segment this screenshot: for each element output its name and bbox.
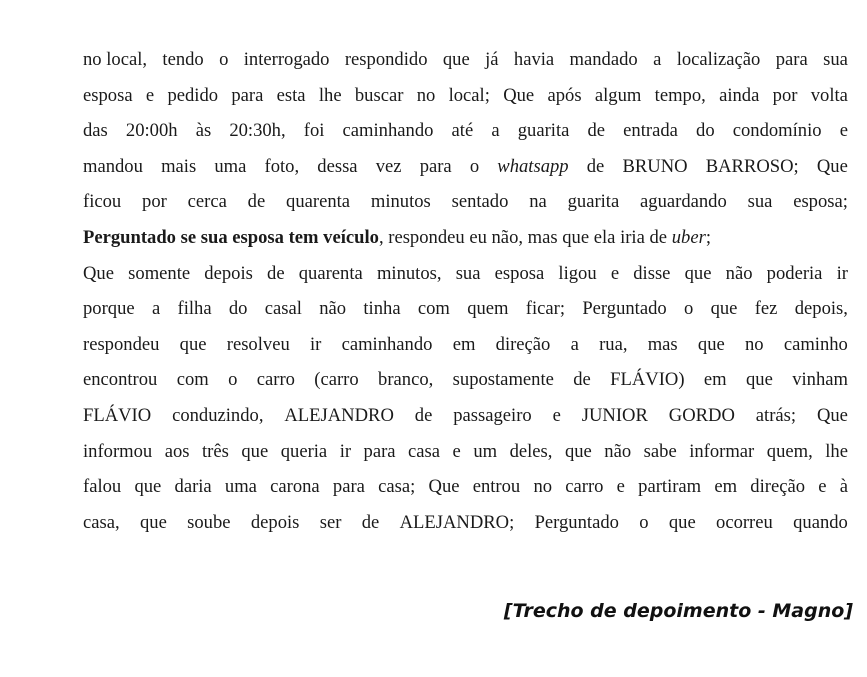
word: havia [513, 49, 555, 70]
word: não [725, 262, 753, 284]
word: o [228, 369, 238, 391]
word: direção [750, 476, 806, 498]
word: tempo, [654, 84, 706, 106]
word: esta [276, 84, 306, 106]
word: esposa [83, 84, 133, 106]
word: rua, [599, 333, 628, 355]
word: respondido [344, 49, 428, 70]
word: quarenta [298, 262, 363, 284]
word: ocorreu [716, 511, 773, 533]
text-line [83, 434, 848, 470]
word: que [134, 476, 162, 498]
word: quem [467, 298, 509, 320]
word: poderia [766, 262, 823, 284]
word: não [604, 440, 632, 462]
word: em [714, 476, 738, 498]
word: foto, [264, 155, 300, 177]
word: cerca [187, 191, 227, 213]
word: das [83, 120, 108, 142]
word: para [419, 155, 452, 177]
word: mandado [569, 49, 638, 70]
word: carona [270, 476, 320, 498]
word: no local, [83, 49, 148, 70]
word: branco, [378, 369, 434, 391]
word: após [547, 84, 582, 106]
word: informou [83, 440, 153, 462]
word: sentado [451, 191, 509, 213]
word: a [653, 49, 662, 70]
word: informar [689, 440, 755, 462]
word: ligou [558, 262, 597, 284]
word: e [839, 120, 848, 142]
word: não [319, 298, 347, 320]
word: ALEJANDRO [284, 404, 394, 426]
text-line [83, 291, 848, 327]
word: com [417, 298, 450, 320]
text-line [83, 220, 848, 256]
word: um [473, 440, 498, 462]
word: GORDO [668, 404, 735, 426]
word: deles, [509, 440, 553, 462]
word: para [332, 476, 365, 498]
word: e [610, 262, 620, 284]
word: que [442, 49, 470, 70]
word: casa, [83, 511, 120, 533]
word: fez [754, 298, 778, 320]
word: resolveu [226, 333, 290, 355]
word: e [552, 404, 561, 426]
word: mais [161, 155, 197, 177]
text-line [83, 327, 848, 363]
word: Que [503, 84, 535, 106]
word: casa [408, 440, 441, 462]
word: Perguntado [582, 298, 667, 320]
word: Perguntado [534, 511, 619, 533]
word: já [485, 49, 499, 70]
word: de [586, 155, 605, 177]
word: três [202, 440, 229, 462]
text-line [83, 469, 848, 505]
word: condomínio [732, 120, 822, 142]
word: no [416, 84, 436, 106]
word: caminhando [342, 120, 434, 142]
word: JUNIOR [581, 404, 648, 426]
word: esposa [494, 262, 545, 284]
word: a [570, 333, 579, 355]
word: Que [83, 262, 114, 284]
word: tendo [162, 49, 204, 70]
word: minutos [370, 191, 431, 213]
word: o [469, 155, 480, 177]
word: de [247, 191, 266, 213]
word: conduzindo, [172, 404, 264, 426]
word: o [683, 298, 694, 320]
word: ficou [83, 191, 122, 213]
word: a [491, 120, 500, 142]
word: tinha [363, 298, 401, 320]
word: somente [128, 262, 191, 284]
word: volta [810, 84, 848, 106]
word: supostamente [452, 369, 554, 391]
word: por [772, 84, 798, 106]
word: partiram [638, 476, 702, 498]
word: uma [214, 155, 247, 177]
word: até [451, 120, 474, 142]
word: e [145, 84, 155, 106]
word: depois, [794, 298, 848, 320]
word: aguardando [640, 191, 727, 213]
word: daria [174, 476, 212, 498]
text-line [83, 184, 848, 220]
word: que [179, 333, 207, 355]
word: quarenta [286, 191, 351, 213]
word: que [241, 440, 269, 462]
text-segment: , respondeu eu não, mas que ela iria de [378, 226, 668, 248]
word: ir [836, 262, 848, 284]
text-line [83, 78, 848, 114]
word: de [361, 511, 380, 533]
word: uma [224, 476, 257, 498]
word: (carro [314, 369, 359, 391]
word: em [452, 333, 476, 355]
word: foi [303, 120, 325, 142]
word: que [684, 262, 712, 284]
word: por [142, 191, 167, 213]
word: depois [204, 262, 253, 284]
document-text [83, 42, 848, 540]
word: carro [256, 369, 295, 391]
word: dessa [317, 155, 358, 177]
word: respondeu [83, 333, 160, 355]
word: algum [594, 84, 642, 106]
text-line [83, 149, 848, 185]
word: ser [319, 511, 342, 533]
word: que [710, 298, 738, 320]
word: sua [823, 49, 848, 70]
word: 20:00h [125, 120, 178, 142]
word: porque [83, 298, 135, 320]
word: sabe [643, 440, 677, 462]
text-segment: ; [705, 226, 711, 248]
word: whatsapp [497, 155, 569, 177]
word: vinham [792, 369, 848, 391]
word: do [228, 298, 248, 320]
word: de [267, 262, 285, 284]
word: caminho [783, 333, 848, 355]
word: entrou [472, 476, 521, 498]
word: mandou [83, 155, 143, 177]
word: filha [177, 298, 212, 320]
word: passageiro [453, 404, 532, 426]
word: interrogado [243, 49, 330, 70]
word: quando [793, 511, 848, 533]
word: depois [250, 511, 300, 533]
word: local; [448, 84, 490, 106]
text-line [83, 113, 848, 149]
word: para [775, 49, 808, 70]
word: no [745, 333, 764, 355]
word: ir [309, 333, 322, 355]
word: Que [816, 155, 848, 177]
word: que [139, 511, 167, 533]
word: o [219, 49, 229, 70]
word: vez [375, 155, 402, 177]
word: BARROSO; [705, 155, 799, 177]
text-line [83, 42, 848, 78]
word: minutos, [376, 262, 442, 284]
word: quem, [766, 440, 813, 462]
word: FLÁVIO [83, 404, 152, 426]
word: guarita [517, 120, 570, 142]
word: queria [280, 440, 328, 462]
word: à [839, 476, 848, 498]
word: ainda [719, 84, 760, 106]
word: e [818, 476, 827, 498]
word: caminhando [341, 333, 433, 355]
word: do [696, 120, 715, 142]
word: carro [565, 476, 604, 498]
word: que [668, 511, 696, 533]
bold-question: Perguntado se sua esposa tem veículo [83, 226, 379, 248]
word: Que [428, 476, 460, 498]
word: esposa; [793, 191, 848, 213]
word: BRUNO [622, 155, 688, 177]
word: às [195, 120, 212, 142]
word: aos [164, 440, 190, 462]
text-line [83, 505, 848, 541]
word: ALEJANDRO; [399, 511, 515, 533]
word: atrás; [755, 404, 797, 426]
italic-term: uber [671, 226, 706, 248]
word: ficar; [525, 298, 566, 320]
text-line [83, 256, 848, 292]
word: o [639, 511, 649, 533]
word: que [745, 369, 773, 391]
word: para [231, 84, 264, 106]
word: Que [816, 404, 848, 426]
word: pedido [167, 84, 219, 106]
word: e [452, 440, 461, 462]
word: direção [495, 333, 551, 355]
word: localização [676, 49, 761, 70]
word: a [151, 298, 161, 320]
word: sua [747, 191, 773, 213]
word: buscar [354, 84, 404, 106]
text-line [83, 398, 848, 434]
word: de [587, 120, 606, 142]
word: encontrou [83, 369, 158, 391]
caption: [Trecho de depoimento - Magno] [503, 600, 853, 622]
word: casal [264, 298, 302, 320]
word: e [616, 476, 625, 498]
word: falou [83, 476, 122, 498]
word: em [703, 369, 727, 391]
word: FLÁVIO) [610, 369, 685, 391]
word: na [529, 191, 547, 213]
text-segment [379, 220, 848, 256]
word: guarita [567, 191, 620, 213]
word: que [697, 333, 725, 355]
word: que [564, 440, 592, 462]
word: casa; [378, 476, 416, 498]
word: disse [633, 262, 671, 284]
word: de [573, 369, 591, 391]
word: lhe [318, 84, 342, 106]
word: de [414, 404, 433, 426]
word: entrada [623, 120, 678, 142]
word: mas [647, 333, 678, 355]
word: sua [455, 262, 481, 284]
word: para [363, 440, 396, 462]
word: no [533, 476, 553, 498]
word: com [176, 369, 209, 391]
word: 20:30h, [229, 120, 286, 142]
word: soube [187, 511, 231, 533]
text-line [83, 362, 848, 398]
word: lhe [825, 440, 848, 462]
word: ir [339, 440, 352, 462]
